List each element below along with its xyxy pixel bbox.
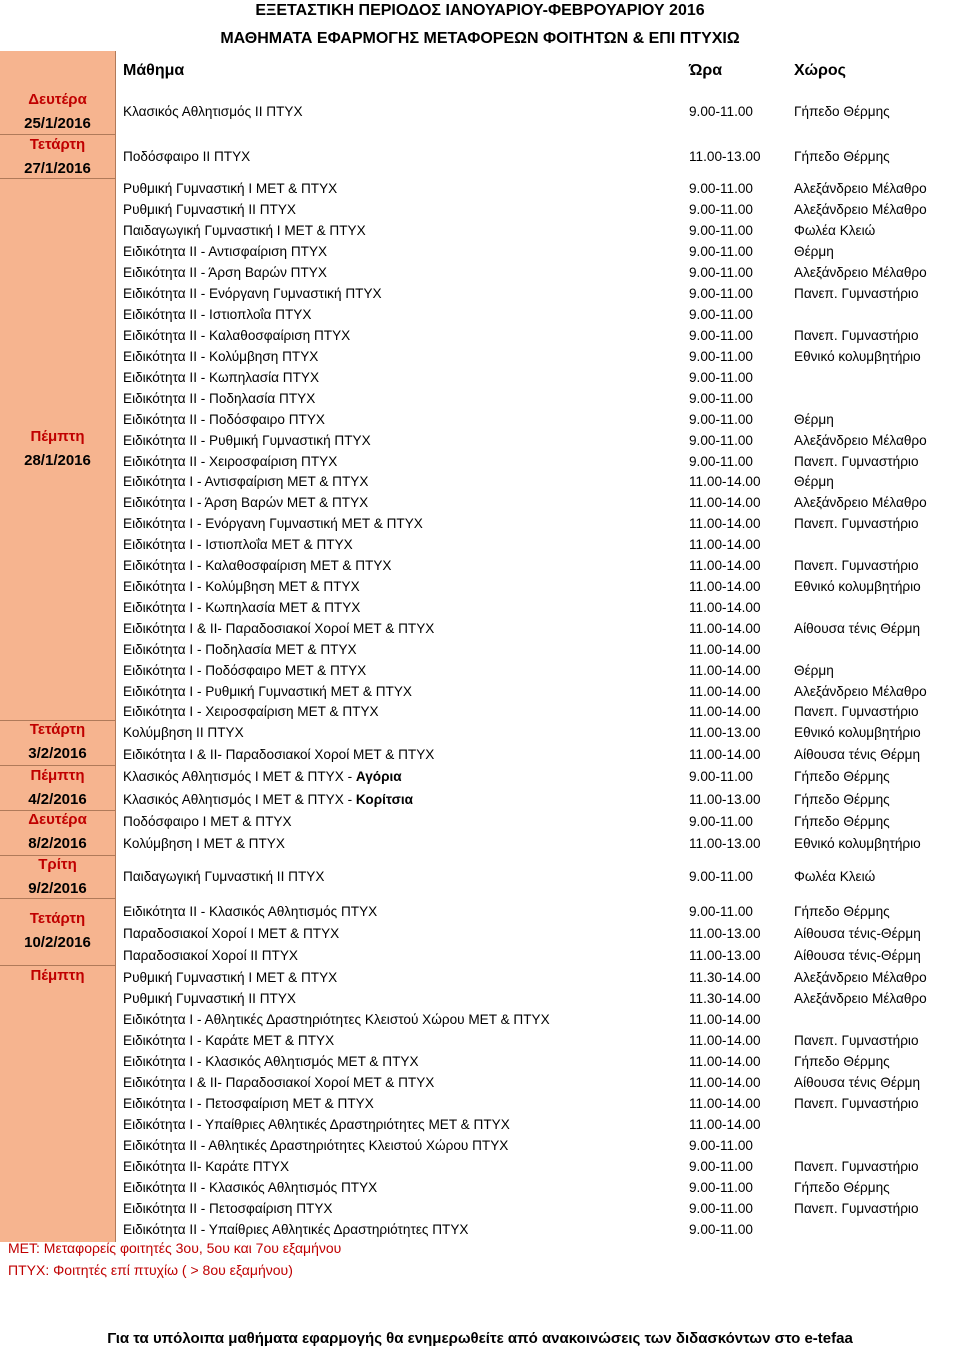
day-date: 9/2/2016 [28,880,87,897]
course-cell: Ειδικότητα ΙΙ - Αθλητικές Δραστηριότητες Κλειστού Χώρου ΠΤΥΧ [123,1138,509,1153]
time-cell: 9.00-11.00 [689,349,753,364]
legend-met: ΜΕΤ: Μεταφορείς φοιτητές 3ου, 5ου και 7ου εξαμήνου [8,1240,342,1256]
day-date: 28/1/2016 [24,452,91,469]
course-cell: Παιδαγωγική Γυμναστική ΙΙ ΠΤΥΧ [123,869,325,884]
course-cell: Ρυθμική Γυμναστική Ι ΜΕΤ & ΠΤΥΧ [123,970,338,985]
place-cell: Γήπεδο Θέρμης [794,149,890,164]
time-cell: 9.00-11.00 [689,1222,753,1237]
time-cell: 9.00-11.00 [689,1159,753,1174]
day-weekday: Δευτέρα [28,91,87,108]
day-separator [0,720,115,721]
time-cell: 9.00-11.00 [689,104,753,119]
day-weekday: Τετάρτη [29,136,86,153]
course-cell: Ειδικότητα ΙΙ - Ρυθμική Γυμναστική ΠΤΥΧ [123,433,371,448]
place-cell: Αλεξάνδρειο Μέλαθρο [794,181,927,196]
day-separator [0,810,115,811]
time-cell: 9.00-11.00 [689,370,753,385]
day-label [0,718,115,766]
time-cell: 9.00-11.00 [689,904,753,919]
place-cell: Πανεπ. Γυμναστήριο [794,1201,919,1216]
course-group: Κορίτσια [355,792,414,807]
place-cell: Αλεξάνδρειο Μέλαθρο [794,684,927,699]
course-cell: Παραδοσιακοί Χοροί ΙΙ ΠΤΥΧ [123,948,298,963]
day-column [0,51,116,1242]
legend-ptyx: ΠΤΥΧ: Φοιτητές επί πτυχίω ( > 8ου εξαμήνου) [8,1262,293,1278]
course-cell: Ειδικότητα Ι - Κωπηλασία ΜΕΤ & ΠΤΥΧ [123,600,361,615]
column-header-time: Ώρα [689,62,723,79]
course-cell: Ρυθμική Γυμναστική ΙΙ ΠΤΥΧ [123,202,296,217]
place-cell: Εθνικό κολυμβητήριο [794,349,921,364]
day-label [0,133,115,181]
course-cell: Ειδικότητα ΙΙ - Χειροσφαίριση ΠΤΥΧ [123,454,338,469]
time-cell: 9.00-11.00 [689,223,753,238]
day-label [0,764,115,812]
time-cell: 11.00-14.00 [689,1012,761,1027]
course-cell: Ειδικότητα ΙΙ - Ενόργανη Γυμναστική ΠΤΥΧ [123,286,382,301]
time-cell: 11.00-14.00 [689,621,761,636]
place-cell: Πανεπ. Γυμναστήριο [794,328,919,343]
day-date: 10/2/2016 [24,934,91,951]
course-cell: Ειδικότητα Ι - Αντισφαίριση ΜΕΤ & ΠΤΥΧ [123,474,369,489]
course-cell: Ειδικότητα Ι - Πετοσφαίριση ΜΕΤ & ΠΤΥΧ [123,1096,374,1111]
day-date: 3/2/2016 [28,745,87,762]
time-cell: 11.00-14.00 [689,495,761,510]
course-cell: Ειδικότητα Ι - Ποδόσφαιρο ΜΕΤ & ΠΤΥΧ [123,663,367,678]
column-header-course: Μάθημα [123,62,185,79]
time-cell: 11.00-14.00 [689,1096,761,1111]
place-cell: Αίθουσα τένις-Θέρμη [794,948,921,963]
time-cell: 11.00-13.00 [689,149,761,164]
time-cell: 9.00-11.00 [689,244,753,259]
place-cell: Γήπεδο Θέρμης [794,792,890,807]
place-cell: Γήπεδο Θέρμης [794,1180,890,1195]
place-cell: Αίθουσα τένις Θέρμη [794,747,921,762]
time-cell: 9.00-11.00 [689,454,753,469]
course-cell: Κλασικός Αθλητισμός ΙΙ ΠΤΥΧ [123,104,303,119]
course-cell: Ειδικότητα ΙΙ - Κωπηλασία ΠΤΥΧ [123,370,320,385]
course-cell: Ειδικότητα ΙΙ - Ποδηλασία ΠΤΥΧ [123,391,316,406]
time-cell: 9.00-11.00 [689,265,753,280]
time-cell: 9.00-11.00 [689,307,753,322]
place-cell: Αλεξάνδρειο Μέλαθρο [794,991,927,1006]
time-cell: 11.00-14.00 [689,684,761,699]
place-cell: Πανεπ. Γυμναστήριο [794,1159,919,1174]
day-separator [0,178,115,179]
course-cell: Ειδικότητα Ι - Ενόργανη Γυμναστική ΜΕΤ & ΠΤΥΧ [123,516,423,531]
page-title: ΕΞΕΤΑΣΤΙΚΗ ΠΕΡΙΟΔΟΣ ΙΑΝΟΥΑΡΙΟΥ-ΦΕΒΡΟΥΑΡΙΟΥ 2016 [255,2,705,19]
course-cell: Ειδικότητα Ι - Άρση Βαρών ΜΕΤ & ΠΤΥΧ [123,495,369,510]
course-cell: Παραδοσιακοί Χοροί Ι ΜΕΤ & ΠΤΥΧ [123,926,340,941]
place-cell: Εθνικό κολυμβητήριο [794,836,921,851]
place-cell: Πανεπ. Γυμναστήριο [794,286,919,301]
time-cell: 11.00-14.00 [689,558,761,573]
time-cell: 9.00-11.00 [689,286,753,301]
place-cell: Γήπεδο Θέρμης [794,1054,890,1069]
course-cell: Ειδικότητα Ι & ΙΙ- Παραδοσιακοί Χοροί ΜΕΤ & ΠΤΥΧ [123,621,435,636]
day-weekday: Πέμπτη [30,767,85,784]
course-cell: Ποδόσφαιρο Ι ΜΕΤ & ΠΤΥΧ [123,814,292,829]
place-cell: Εθνικό κολυμβητήριο [794,579,921,594]
time-cell: 11.00-13.00 [689,948,761,963]
course-cell: Ειδικότητα ΙΙ- Καράτε ΠΤΥΧ [123,1159,290,1174]
day-label [0,808,115,856]
day-separator [0,898,115,899]
course-cell: Παιδαγωγική Γυμναστική Ι ΜΕΤ & ΠΤΥΧ [123,223,366,238]
course-cell: Ειδικότητα ΙΙ - Καλαθοσφαίριση ΠΤΥΧ [123,328,351,343]
day-weekday: Τετάρτη [29,910,86,927]
footer-note: Για τα υπόλοιπα μαθήματα εφαρμογής θα ενημερωθείτε από ανακοινώσεις των διδασκόντων στο e-tefaa [107,1330,853,1347]
course-cell: Ειδικότητα Ι - Καράτε ΜΕΤ & ΠΤΥΧ [123,1033,335,1048]
place-cell: Θέρμη [794,663,834,678]
place-cell: Πανεπ. Γυμναστήριο [794,1033,919,1048]
time-cell: 11.00-14.00 [689,1075,761,1090]
place-cell: Αλεξάνδρειο Μέλαθρο [794,970,927,985]
time-cell: 9.00-11.00 [689,814,753,829]
course-cell: Ειδικότητα ΙΙ - Κλασικός Αθλητισμός ΠΤΥΧ [123,1180,378,1195]
course-cell: Ειδικότητα Ι - Χειροσφαίριση ΜΕΤ & ΠΤΥΧ [123,704,379,719]
course-cell: Ειδικότητα Ι - Ιστιοπλοΐα ΜΕΤ & ΠΤΥΧ [123,537,353,552]
place-cell: Πανεπ. Γυμναστήριο [794,558,919,573]
place-cell: Αλεξάνδρειο Μέλαθρο [794,265,927,280]
day-label [0,88,115,136]
time-cell: 11.00-14.00 [689,1033,761,1048]
place-cell: Αίθουσα τένις Θέρμη [794,1075,921,1090]
day-label [0,853,115,901]
course-cell: Κολύμβηση ΙΙ ΠΤΥΧ [123,725,244,740]
place-cell: Εθνικό κολυμβητήριο [794,725,921,740]
course-cell: Ειδικότητα ΙΙ - Υπαίθριες Αθλητικές Δραστηριότητες ΠΤΥΧ [123,1222,469,1237]
course-cell: Ποδόσφαιρο ΙΙ ΠΤΥΧ [123,149,251,164]
place-cell: Αλεξάνδρειο Μέλαθρο [794,202,927,217]
course-group: Αγόρια [355,769,402,784]
course-cell: Κλασικός Αθλητισμός Ι ΜΕΤ & ΠΤΥΧ - Κορίτσια [123,792,414,807]
course-cell: Ειδικότητα Ι - Ποδηλασία ΜΕΤ & ΠΤΥΧ [123,642,357,657]
place-cell: Αίθουσα τένις Θέρμη [794,621,921,636]
place-cell: Θέρμη [794,412,834,427]
course-cell: Κλασικός Αθλητισμός Ι ΜΕΤ & ΠΤΥΧ - Αγόρια [123,769,402,784]
time-cell: 11.00-14.00 [689,474,761,489]
course-cell: Ειδικότητα ΙΙ - Κλασικός Αθλητισμός ΠΤΥΧ [123,904,378,919]
place-cell: Φωλέα Κλειώ [794,223,876,238]
time-cell: 11.00-14.00 [689,663,761,678]
time-cell: 11.00-14.00 [689,642,761,657]
place-cell: Γήπεδο Θέρμης [794,769,890,784]
time-cell: 9.00-11.00 [689,202,753,217]
time-cell: 9.00-11.00 [689,1201,753,1216]
time-cell: 11.00-14.00 [689,704,761,719]
day-date: 8/2/2016 [28,835,87,852]
time-cell: 9.00-11.00 [689,433,753,448]
course-cell: Ειδικότητα Ι - Κολύμβηση ΜΕΤ & ΠΤΥΧ [123,579,360,594]
place-cell: Πανεπ. Γυμναστήριο [794,1096,919,1111]
day-separator [0,765,115,766]
time-cell: 11.00-14.00 [689,516,761,531]
day-date: 4/2/2016 [28,791,87,808]
time-cell: 11.00-14.00 [689,747,761,762]
day-date: 27/1/2016 [24,160,91,177]
course-cell: Ειδικότητα ΙΙ - Αντισφαίριση ΠΤΥΧ [123,244,328,259]
place-cell: Πανεπ. Γυμναστήριο [794,704,919,719]
day-separator [0,134,115,135]
page-subtitle: ΜΑΘΗΜΑΤΑ ΕΦΑΡΜΟΓΗΣ ΜΕΤΑΦΟΡΕΩΝ ΦΟΙΤΗΤΩΝ & ΕΠΙ ΠΤΥΧΙΩ [220,30,740,47]
time-cell: 9.00-11.00 [689,412,753,427]
time-cell: 11.00-14.00 [689,600,761,615]
course-cell: Ειδικότητα Ι - Καλαθοσφαίριση ΜΕΤ & ΠΤΥΧ [123,558,392,573]
course-cell: Κολύμβηση Ι ΜΕΤ & ΠΤΥΧ [123,836,285,851]
day-separator [0,965,115,966]
day-label [0,964,115,988]
course-cell: Ειδικότητα ΙΙ - Κολύμβηση ΠΤΥΧ [123,349,319,364]
time-cell: 11.00-13.00 [689,836,761,851]
time-cell: 11.00-13.00 [689,926,761,941]
place-cell: Θέρμη [794,474,834,489]
place-cell: Φωλέα Κλειώ [794,869,876,884]
day-weekday: Πέμπτη [30,428,85,445]
time-cell: 9.00-11.00 [689,181,753,196]
time-cell: 11.00-13.00 [689,792,761,807]
day-weekday: Δευτέρα [28,811,87,828]
course-cell: Ειδικότητα Ι - Κλασικός Αθλητισμός ΜΕΤ & ΠΤΥΧ [123,1054,419,1069]
place-cell: Γήπεδο Θέρμης [794,814,890,829]
course-cell: Ρυθμική Γυμναστική Ι ΜΕΤ & ΠΤΥΧ [123,181,338,196]
place-cell: Θέρμη [794,244,834,259]
time-cell: 11.30-14.00 [689,970,761,985]
course-cell: Ειδικότητα ΙΙ - Άρση Βαρών ΠΤΥΧ [123,265,327,280]
course-cell: Ειδικότητα ΙΙ - Ποδόσφαιρο ΠΤΥΧ [123,412,325,427]
place-cell: Γήπεδο Θέρμης [794,104,890,119]
day-label [0,907,115,955]
time-cell: 11.00-14.00 [689,1117,761,1132]
course-cell: Ειδικότητα ΙΙ - Ιστιοπλοΐα ΠΤΥΧ [123,307,312,322]
course-cell: Ρυθμική Γυμναστική ΙΙ ΠΤΥΧ [123,991,296,1006]
course-cell: Ειδικότητα Ι & ΙΙ- Παραδοσιακοί Χοροί ΜΕΤ & ΠΤΥΧ [123,747,435,762]
time-cell: 11.00-14.00 [689,537,761,552]
course-cell: Ειδικότητα Ι - Αθλητικές Δραστηριότητες Κλειστού Χώρου ΜΕΤ & ΠΤΥΧ [123,1012,550,1027]
place-cell: Αλεξάνδρειο Μέλαθρο [794,495,927,510]
place-cell: Αλεξάνδρειο Μέλαθρο [794,433,927,448]
day-separator [0,855,115,856]
place-cell: Πανεπ. Γυμναστήριο [794,454,919,469]
course-cell: Ειδικότητα Ι - Ρυθμική Γυμναστική ΜΕΤ & ΠΤΥΧ [123,684,412,699]
time-cell: 11.00-14.00 [689,579,761,594]
place-cell: Πανεπ. Γυμναστήριο [794,516,919,531]
course-cell: Ειδικότητα ΙΙ - Πετοσφαίριση ΠΤΥΧ [123,1201,333,1216]
place-cell: Αίθουσα τένις-Θέρμη [794,926,921,941]
time-cell: 11.00-13.00 [689,725,761,740]
day-date: 25/1/2016 [24,115,91,132]
time-cell: 11.00-14.00 [689,1054,761,1069]
day-label [0,425,115,473]
course-cell: Ειδικότητα Ι & ΙΙ- Παραδοσιακοί Χοροί ΜΕΤ & ΠΤΥΧ [123,1075,435,1090]
time-cell: 9.00-11.00 [689,391,753,406]
time-cell: 11.30-14.00 [689,991,761,1006]
time-cell: 9.00-11.00 [689,869,753,884]
place-cell: Γήπεδο Θέρμης [794,904,890,919]
time-cell: 9.00-11.00 [689,1138,753,1153]
day-weekday: Πέμπτη [30,967,85,984]
time-cell: 9.00-11.00 [689,1180,753,1195]
course-cell: Ειδικότητα Ι - Υπαίθριες Αθλητικές Δραστηριότητες ΜΕΤ & ΠΤΥΧ [123,1117,510,1132]
column-header-place: Χώρος [794,62,846,79]
day-weekday: Τετάρτη [29,721,86,738]
time-cell: 9.00-11.00 [689,328,753,343]
time-cell: 9.00-11.00 [689,769,753,784]
day-weekday: Τρίτη [38,856,77,873]
